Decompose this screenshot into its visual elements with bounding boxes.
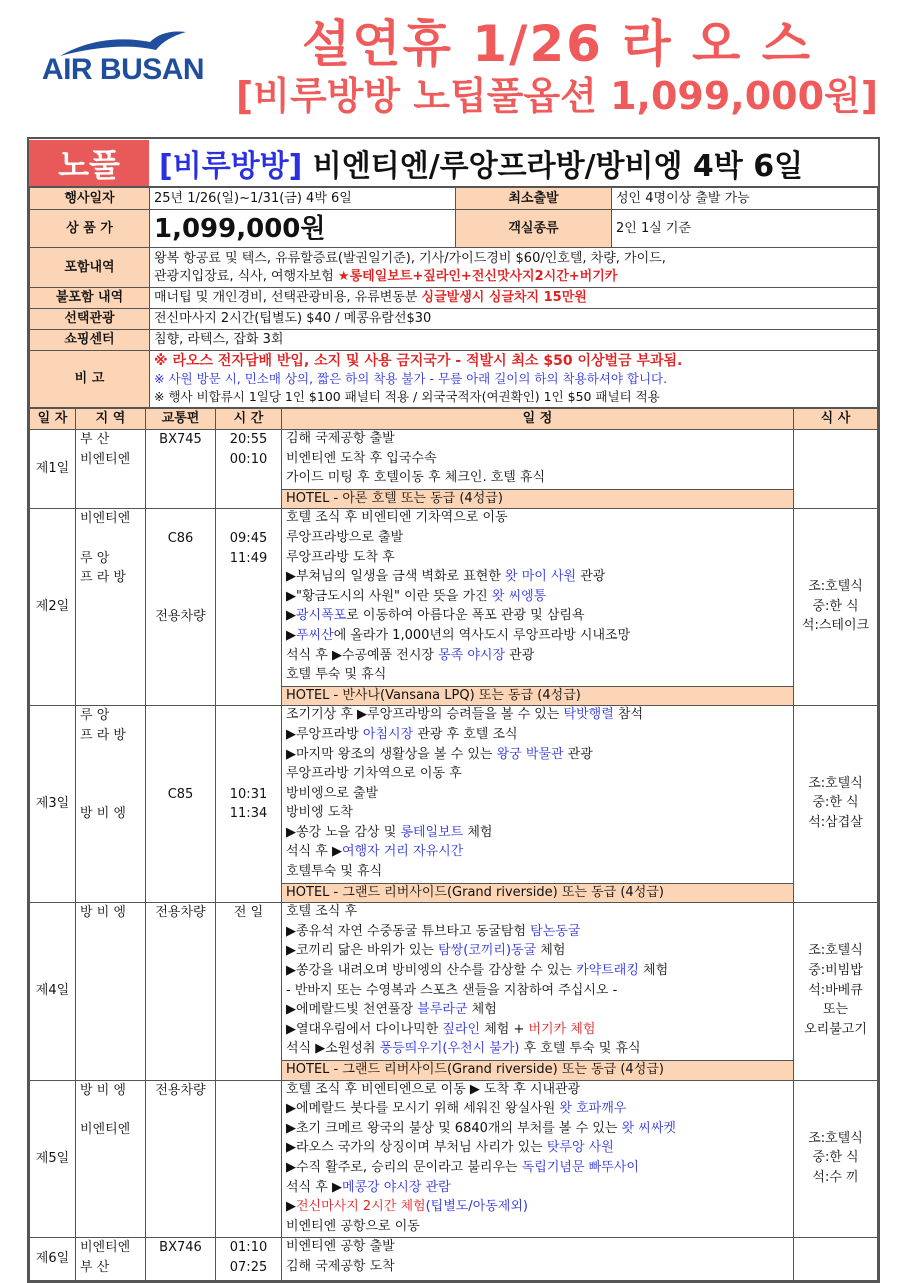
time-line bbox=[220, 766, 277, 786]
product-title bbox=[149, 141, 803, 185]
itinerary-line: - 반바지 또는 수영복과 스포츠 샌들을 지참하여 주십시오 - bbox=[286, 982, 618, 998]
single-charge-note: 싱글발생시 싱글차지 15만원 bbox=[421, 290, 587, 305]
meal-line: 중:한 식 bbox=[812, 598, 859, 614]
excluded-text: 매너팁 및 개인경비, 선택관광비용, 유류변동분 bbox=[154, 290, 422, 305]
room-value: 2인 1실 기준 bbox=[612, 210, 878, 248]
itinerary-line: ▶루앙프라방 아침시장 관광 후 호텔 조식 bbox=[286, 726, 518, 742]
included-value bbox=[150, 248, 878, 288]
optional-tour-label: 선택관광 bbox=[30, 309, 150, 330]
note-line-2: ※ 사원 방문 시, 민소매 상의, 짧은 하의 착용 불가 - 무릎 아래 길이의 하의 착용하셔야 합니다. bbox=[154, 371, 668, 386]
shopping-value: 침향, 라텍스, 잡화 3회 bbox=[150, 330, 878, 351]
logo-text: AIR BUSAN bbox=[41, 53, 205, 86]
itinerary-line: 루앙프라방 도착 후 bbox=[286, 549, 395, 565]
itinerary-line: 석식 후 ▶수공예품 전시장 몽족 야시장 관광 bbox=[286, 647, 535, 663]
region-cell bbox=[76, 1238, 146, 1280]
time-cell bbox=[216, 509, 282, 706]
itinerary-line: ▶코끼리 닮은 바위가 있는 탐쌍(코끼리)동굴 체험 bbox=[286, 943, 566, 959]
itinerary-line: 김해 국제공항 도착 bbox=[286, 1258, 395, 1274]
header-day: 일 자 bbox=[30, 409, 76, 430]
transport-line: BX746 bbox=[159, 1240, 202, 1256]
itinerary-line: ▶에메랄드 붓다를 모시기 위해 세워진 왕실사원 왓 호파깨우 bbox=[286, 1101, 627, 1117]
min-departure-value: 성인 4명이상 출발 가능 bbox=[612, 188, 878, 210]
meal-cell bbox=[794, 1238, 878, 1280]
itinerary-line: 비엔티엔 공항으로 이동 bbox=[286, 1218, 420, 1234]
itinerary-line: ▶마지막 왕조의 생활상을 볼 수 있는 왕궁 박물관 관광 bbox=[286, 746, 593, 762]
transport-line bbox=[150, 589, 211, 609]
time-line bbox=[220, 727, 277, 747]
itinerary-line: 비엔티엔 공항 출발 bbox=[286, 1239, 395, 1255]
transport-cell bbox=[146, 903, 216, 1080]
meal-line: 중:비빔밥 bbox=[808, 963, 863, 979]
itinerary-line: 석식 ▶소원성취 풍등띄우기(우천시 불가) 후 호텔 투숙 및 휴식 bbox=[286, 1041, 641, 1057]
day-label: 제1일 bbox=[30, 430, 76, 509]
time-cell bbox=[216, 1238, 282, 1280]
notes-value bbox=[150, 351, 878, 408]
included-line-1: 왕복 항공료 및 텍스, 유류할증료(발권일기준), 기사/가이드경비 $60/인호텔, 차량, 가이드, bbox=[154, 250, 666, 266]
region-line bbox=[80, 766, 141, 786]
hotel-line: HOTEL - 아론 호텔 또는 동급 (4성급) bbox=[282, 489, 793, 509]
itinerary-line: 석식 후 ▶여행자 거리 자유시간 bbox=[286, 844, 464, 860]
region-line bbox=[80, 530, 141, 550]
price-label: 상 품 가 bbox=[30, 210, 150, 248]
time-line: 20:55 bbox=[229, 432, 268, 447]
excluded-value bbox=[150, 288, 878, 309]
hotel-line: HOTEL - 반사나(Vansana LPQ) 또는 동급 (4성급) bbox=[282, 686, 793, 706]
itinerary-line: 김해 국제공항 출발 bbox=[286, 431, 395, 446]
time-line: 00:10 bbox=[229, 451, 268, 467]
transport-line: 전용차량 bbox=[155, 1082, 206, 1098]
transport-line bbox=[150, 550, 211, 570]
price-value: 1,099,000원 bbox=[150, 210, 456, 248]
region-cell bbox=[76, 509, 146, 706]
transport-line bbox=[150, 707, 211, 727]
transport-cell bbox=[146, 430, 216, 509]
notes-label: 비 고 bbox=[30, 351, 150, 408]
itinerary-line: 가이드 미팅 후 호텔이동 후 체크인. 호텔 휴식 bbox=[286, 470, 546, 486]
itinerary-line: 루앙프라방 기차역으로 이동 후 bbox=[286, 766, 462, 782]
transport-line: BX745 bbox=[159, 432, 202, 447]
time-cell bbox=[216, 706, 282, 903]
time-cell bbox=[216, 903, 282, 1080]
meal-line: 석:스테이크 bbox=[801, 618, 870, 634]
product-title-prefix: [비루방방] bbox=[159, 148, 303, 184]
transport-line bbox=[150, 747, 211, 767]
meal-cell bbox=[794, 509, 878, 706]
included-line-2 bbox=[154, 268, 873, 286]
itinerary-line: ▶광시폭포로 이동하여 아름다운 폭포 관광 및 삼림욕 bbox=[286, 608, 585, 624]
region-line: 비엔티엔 bbox=[80, 451, 131, 467]
time-line: 11:49 bbox=[229, 550, 268, 566]
included-highlight: ★롱테일보트+짚라인+전신맛사지2시간+버기카 bbox=[337, 268, 618, 284]
itinerary-line: 석식 후 ▶메콩강 야시장 관람 bbox=[286, 1179, 451, 1195]
region-cell bbox=[76, 706, 146, 903]
product-title-main: 비엔티엔/루앙프라방/방비엥 4박 6일 bbox=[302, 148, 804, 184]
hotel-line: HOTEL - 그랜드 리버사이드(Grand riverside) 또는 동급 (4성급) bbox=[282, 883, 793, 903]
region-line: 프 라 방 bbox=[80, 727, 126, 743]
itinerary-day-row bbox=[30, 1238, 878, 1280]
meal-line: 조:호텔식 bbox=[808, 943, 863, 959]
meal-line: 석:삼겹살 bbox=[808, 815, 863, 831]
meal-line: 중:한 식 bbox=[812, 1150, 859, 1166]
day-label: 제6일 bbox=[30, 1238, 76, 1280]
region-line: 비엔티엔 bbox=[80, 1121, 131, 1137]
itinerary-header-row bbox=[30, 409, 878, 430]
meal-line: 중:한 식 bbox=[812, 795, 859, 811]
min-departure-label: 최소출발 bbox=[456, 188, 612, 210]
optional-tour-value: 전신마사지 2시간(팁별도) $40 / 메콩유람선$30 bbox=[150, 309, 878, 330]
itinerary-cell bbox=[282, 1080, 794, 1238]
itinerary-cell bbox=[282, 1238, 794, 1280]
itinerary-line: ▶쏭강 노을 감상 및 롱테일보트 체험 bbox=[286, 824, 493, 840]
itinerary-line: ▶라오스 국가의 상징이며 부처님 사리가 있는 탓루앙 사원 bbox=[286, 1140, 614, 1156]
nopul-badge: 노풀 bbox=[29, 140, 149, 186]
time-line bbox=[220, 707, 277, 727]
itinerary-table bbox=[29, 408, 878, 1281]
hotel-line: HOTEL - 그랜드 리버사이드(Grand riverside) 또는 동급 (4성급) bbox=[282, 1060, 793, 1080]
meal-cell bbox=[794, 1080, 878, 1238]
page-header bbox=[0, 0, 905, 135]
itinerary-line: 호텔 조식 후 비엔티엔으로 이동 ▶ 도착 후 시내관광 bbox=[286, 1081, 581, 1097]
itinerary-day-row bbox=[30, 509, 878, 706]
meal-line: 오리불고기 bbox=[804, 1021, 867, 1037]
itinerary-line: 호텔 조식 후 비엔티엔 기차역으로 이동 bbox=[286, 510, 508, 526]
transport-cell bbox=[146, 1080, 216, 1238]
room-label: 객실종류 bbox=[456, 210, 612, 248]
note-line-1: ※ 라오스 전자담배 반입, 소지 및 사용 금지국가 - 적발시 최소 $50 이상벌금 부과됨. bbox=[154, 353, 683, 369]
itinerary-day-row bbox=[30, 1080, 878, 1238]
header-region: 지 역 bbox=[76, 409, 146, 430]
region-cell bbox=[76, 430, 146, 509]
region-line bbox=[80, 1101, 141, 1121]
itinerary-cell bbox=[282, 509, 794, 706]
day-label: 제3일 bbox=[30, 706, 76, 903]
transport-line: 전용차량 bbox=[155, 609, 206, 625]
meal-line: 석:바베큐 bbox=[808, 982, 863, 998]
time-line: 11:34 bbox=[229, 806, 268, 822]
time-line: 10:31 bbox=[229, 786, 268, 802]
time-cell bbox=[216, 430, 282, 509]
time-line: 전 일 bbox=[233, 905, 264, 921]
itinerary-line: ▶열대우림에서 다이나믹한 짚라인 체험 + 버기카 체험 bbox=[286, 1021, 596, 1037]
period-label: 행사일자 bbox=[30, 188, 150, 210]
region-line: 비엔티엔 bbox=[80, 511, 131, 527]
transport-line bbox=[150, 727, 211, 747]
transport-cell bbox=[146, 706, 216, 903]
day-label: 제2일 bbox=[30, 509, 76, 706]
itinerary-line: 비엔티엔 도착 후 입국수속 bbox=[286, 450, 437, 466]
region-line: 방 비 엥 bbox=[80, 1082, 126, 1098]
meal-line: 또는 bbox=[822, 1002, 849, 1018]
info-table bbox=[29, 187, 878, 408]
included-line-2-text: 관광지입장료, 식사, 여행자보험 bbox=[154, 268, 338, 284]
headline-title: 설연휴 1/26 라 오 스 bbox=[301, 15, 813, 73]
period-value: 25년 1/26(일)~1/31(금) 4박 6일 bbox=[150, 188, 456, 210]
itinerary-line: 방비엥 도착 bbox=[286, 805, 353, 821]
transport-line: C86 bbox=[167, 530, 194, 546]
itinerary-line: ▶수직 활주로, 승리의 문이라고 불리우는 독립기념문 빠뚜사이 bbox=[286, 1159, 639, 1175]
itinerary-line: ▶"황금도시의 사원" 이란 뜻을 가진 왓 씨엥통 bbox=[286, 588, 547, 604]
itinerary-line: ▶에메랄드빛 천연풀장 블루라군 체험 bbox=[286, 1002, 497, 1018]
air-busan-logo bbox=[38, 30, 208, 90]
region-line: 루 앙 bbox=[80, 708, 110, 724]
header-meals: 식 사 bbox=[794, 409, 878, 430]
time-line bbox=[220, 510, 277, 530]
itinerary-day-row bbox=[30, 706, 878, 903]
header-itinerary: 일 정 bbox=[282, 409, 794, 430]
transport-line bbox=[150, 569, 211, 589]
transport-cell bbox=[146, 1238, 216, 1280]
itinerary-line: ▶초기 크메르 왕국의 불상 및 6840개의 부처를 볼 수 있는 왓 씨싸켓 bbox=[286, 1120, 676, 1136]
meal-line: 석:수 끼 bbox=[812, 1169, 859, 1185]
time-line: 01:10 bbox=[229, 1240, 268, 1256]
itinerary-line: ▶전신마사지 2시간 체험(팁별도/아동제외) bbox=[286, 1199, 528, 1215]
itinerary-line: 호텔 조식 후 bbox=[286, 904, 358, 920]
meal-cell bbox=[794, 430, 878, 509]
meal-line: 조:호텔식 bbox=[808, 775, 863, 791]
headline-subtitle: [비루방방 노팁풀옵션 1,099,000원] bbox=[235, 74, 879, 118]
meal-line: 조:호텔식 bbox=[808, 578, 863, 594]
itinerary-cell bbox=[282, 706, 794, 903]
itinerary-line: 호텔투숙 및 휴식 bbox=[286, 864, 383, 880]
itinerary-line: ▶쏭강을 내려오며 방비엥의 산수를 감상할 수 있는 카약트래킹 체험 bbox=[286, 963, 669, 979]
transport-line: C85 bbox=[167, 786, 194, 802]
itinerary-day-row bbox=[30, 430, 878, 509]
region-line: 방 비 엥 bbox=[80, 905, 126, 921]
itinerary-line: 방비엥으로 출발 bbox=[286, 785, 379, 801]
itinerary-cell bbox=[282, 430, 794, 509]
region-line bbox=[80, 786, 141, 806]
region-cell bbox=[76, 903, 146, 1080]
day-label: 제4일 bbox=[30, 903, 76, 1080]
region-line: 부 산 bbox=[80, 1259, 110, 1275]
shopping-label: 쇼핑센터 bbox=[30, 330, 150, 351]
region-line: 루 앙 bbox=[80, 550, 110, 566]
header-transport: 교통편 bbox=[146, 409, 216, 430]
region-line: 프 라 방 bbox=[80, 570, 126, 586]
product-sheet bbox=[27, 137, 880, 1283]
meal-cell bbox=[794, 706, 878, 903]
itinerary-line: ▶부쳐님의 일생을 금색 벽화로 표현한 왓 마이 사원 관광 bbox=[286, 569, 606, 585]
itinerary-line: ▶푸씨산에 올라가 1,000년의 역사도시 루앙프라방 시내조망 bbox=[286, 627, 631, 643]
time-cell bbox=[216, 1080, 282, 1238]
itinerary-day-row bbox=[30, 903, 878, 1080]
included-label: 포함내역 bbox=[30, 248, 150, 288]
transport-cell bbox=[146, 509, 216, 706]
region-cell bbox=[76, 1080, 146, 1238]
region-line bbox=[80, 747, 141, 767]
time-line: 09:45 bbox=[229, 530, 268, 546]
itinerary-cell bbox=[282, 903, 794, 1080]
itinerary-line: 호텔 투숙 및 휴식 bbox=[286, 667, 387, 683]
region-line: 방 비 엥 bbox=[80, 806, 126, 822]
product-banner bbox=[29, 139, 878, 187]
header-time: 시 간 bbox=[216, 409, 282, 430]
transport-line bbox=[150, 766, 211, 786]
excluded-label: 불포함 내역 bbox=[30, 288, 150, 309]
transport-line: 전용차량 bbox=[155, 905, 206, 921]
day-label: 제5일 bbox=[30, 1080, 76, 1238]
transport-line bbox=[150, 510, 211, 530]
time-line bbox=[220, 747, 277, 767]
region-line: 비엔티엔 bbox=[80, 1240, 131, 1256]
note-line-3: ※ 행사 비합류시 1일당 1인 $100 패널티 적용 / 외국국적자(여권확인) 1인 $50 패널티 적용 bbox=[154, 389, 660, 404]
itinerary-line: 루앙프라방으로 출발 bbox=[286, 529, 404, 545]
meal-line: 조:호텔식 bbox=[808, 1130, 863, 1146]
time-line: 07:25 bbox=[229, 1259, 268, 1275]
itinerary-line: ▶종유석 자연 수중동굴 튜브타고 동굴탐험 탐논동굴 bbox=[286, 923, 581, 939]
region-line: 부 산 bbox=[80, 432, 110, 447]
meal-cell bbox=[794, 903, 878, 1080]
itinerary-line: 조기기상 후 ▶루앙프라방의 승려들을 볼 수 있는 탁밧행렬 참석 bbox=[286, 707, 644, 723]
